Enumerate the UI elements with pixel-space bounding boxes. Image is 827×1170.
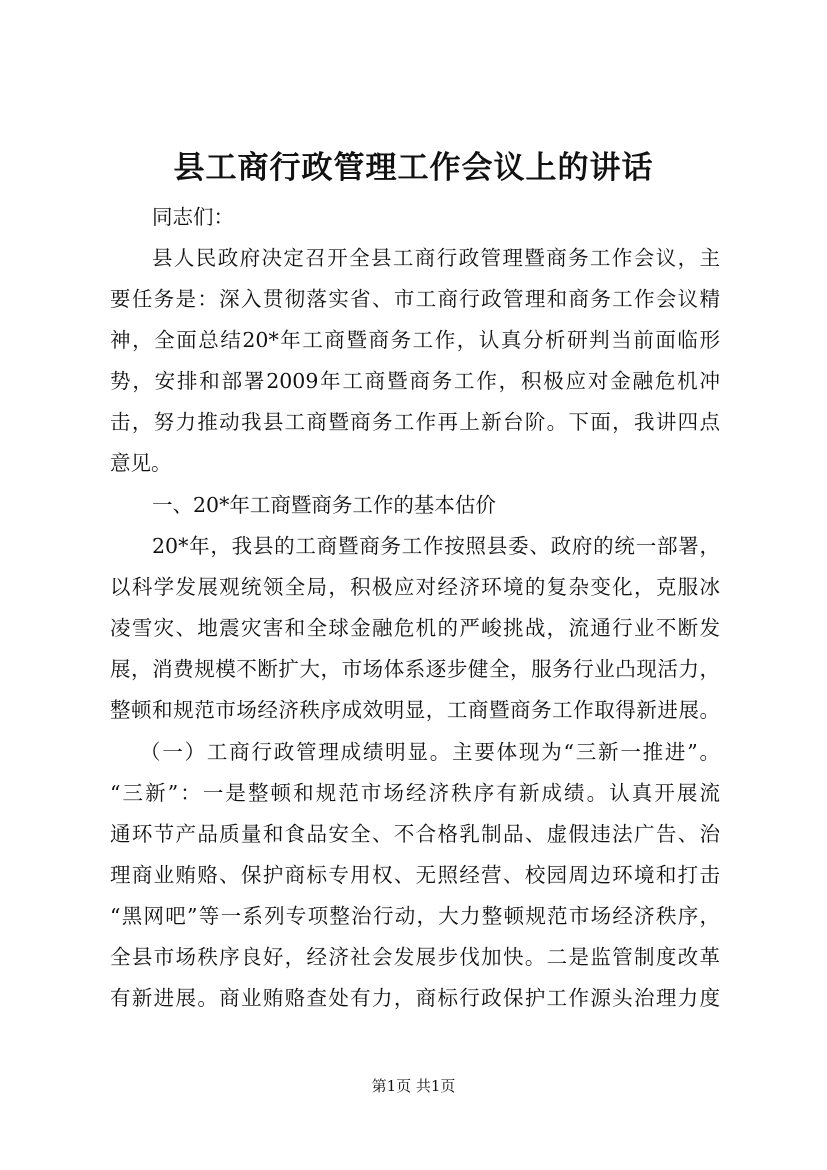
body-line: 要任务是：深入贯彻落实省、市工商行政管理和商务工作会议精 [110, 287, 720, 311]
body-line: 意见。 [110, 451, 172, 475]
body-line: 通环节产品质量和食品安全、不合格乳制品、虚假违法广告、治 [110, 822, 720, 846]
body-line: 展，消费规模不断扩大，市场体系逐步健全，服务行业凸现活力， [110, 657, 720, 681]
body-line: 神，全面总结20*年工商暨商务工作，认真分析研判当前面临形 [110, 328, 720, 352]
body-line: 20*年，我县的工商暨商务工作按照县委、政府的统一部署， [152, 534, 720, 558]
section-heading: 一、20*年工商暨商务工作的基本估价 [152, 493, 496, 517]
body-line: 理商业贿赂、保护商标专用权、无照经营、校园周边环境和打击 [110, 863, 720, 887]
body-line: 整顿和规范市场经济秩序成效明显，工商暨商务工作取得新进展。 [110, 698, 720, 722]
body-line: 凌雪灾、地震灾害和全球金融危机的严峻挑战，流通行业不断发 [110, 616, 720, 640]
salutation-line: 同志们： [152, 205, 234, 229]
document-title: 县工商行政管理工作会议上的讲话 [173, 150, 654, 186]
body-line: 以科学发展观统领全局，积极应对经济环境的复杂变化，克服冰 [110, 575, 720, 599]
subsection-line: （一）工商行政管理成绩明显。主要体现为“三新一推进”。 [140, 740, 720, 764]
body-line: 击，努力推动我县工商暨商务工作再上新台阶。下面，我讲四点 [110, 410, 720, 434]
body-line: 县人民政府决定召开全县工商行政管理暨商务工作会议，主 [152, 246, 720, 270]
page-number-footer: 第1页 共1页 [371, 1077, 456, 1095]
body-line: 有新进展。商业贿赂查处有力，商标行政保护工作源头治理力度 [110, 986, 720, 1010]
body-line: 全县市场秩序良好，经济社会发展步伐加快。二是监管制度改革 [110, 945, 720, 969]
body-line: 势，安排和部署2009年工商暨商务工作，积极应对金融危机冲 [110, 369, 720, 393]
body-line: “三新”：一是整顿和规范市场经济秩序有新成绩。认真开展流 [110, 781, 720, 805]
body-line: “黑网吧”等一系列专项整治行动，大力整顿规范市场经济秩序， [110, 904, 720, 928]
